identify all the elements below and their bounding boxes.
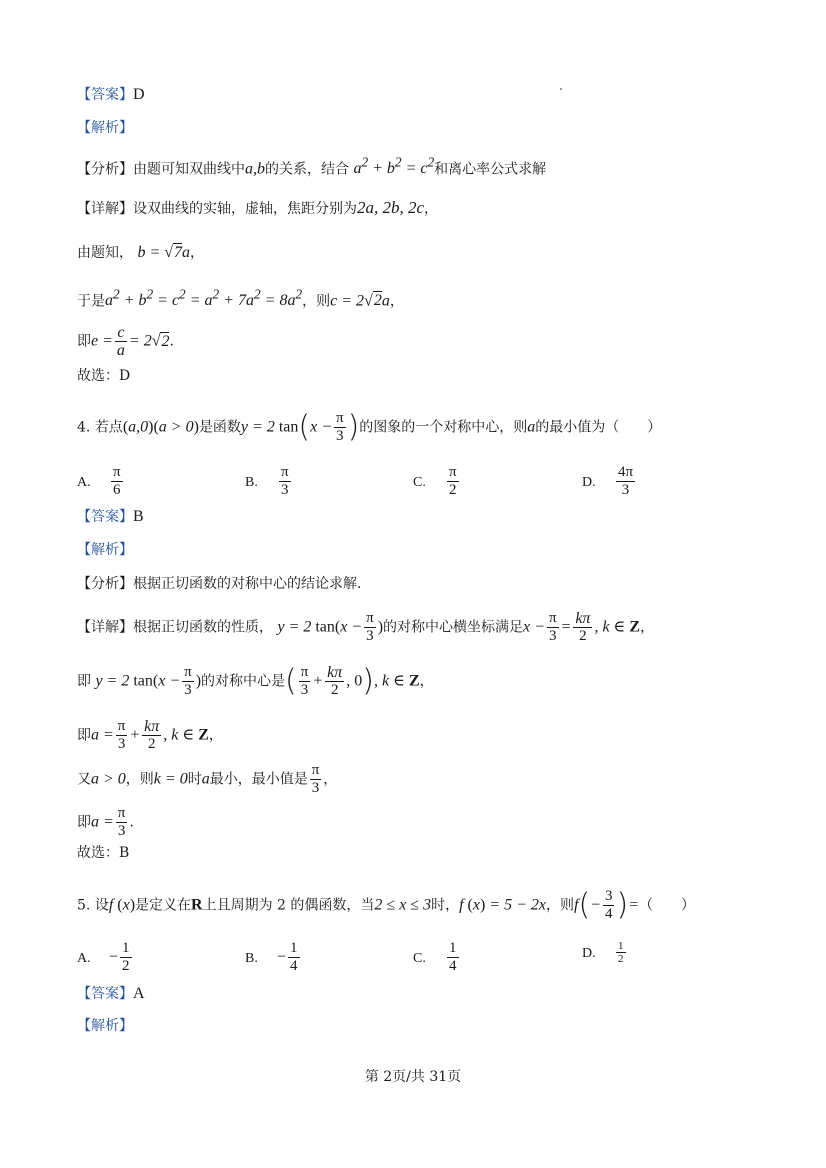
answer-label: 【答案】: [77, 509, 133, 525]
page-footer: 第 2页/共 31页: [364, 1069, 462, 1085]
q4-option-b[interactable]: [245, 464, 293, 499]
line4-prefix: 又: [77, 771, 91, 788]
q3-c-line: 于是$a^2 + b^2 = c^2 = a^2 + 7a^2 = 8a^2$，则c = 2√2a，: [77, 287, 404, 310]
answer-value: A: [133, 985, 145, 1002]
conclusion: 故选：D: [77, 368, 131, 384]
fenxi-text-1: 由题可知双曲线中: [133, 161, 245, 178]
analysis-label: 【解析】: [77, 120, 133, 136]
detail-text-1: 根据正切函数的性质，: [133, 619, 273, 636]
fenxi-label: 【分析】: [77, 576, 133, 592]
analysis-label: 【解析】: [77, 1018, 133, 1034]
option-label: A.: [77, 950, 91, 966]
q4-option-c[interactable]: [413, 464, 461, 499]
line4-mid3: 最小，最小值是: [209, 771, 308, 788]
stem-5: ，则: [546, 897, 574, 914]
q3-conclusion: [77, 366, 130, 386]
option-label: B.: [245, 474, 258, 490]
option-label: C.: [413, 950, 426, 966]
option-fraction: $\frac{4\pi}{3}$: [618, 464, 634, 498]
fenxi-text: 根据正切函数的对称中心的结论求解.: [133, 576, 362, 592]
line2-mid: 的对称中心是: [201, 673, 286, 690]
stem-4: 的最小值为（ ）: [535, 419, 662, 436]
conclusion: 故选：B: [77, 845, 130, 861]
scan-speck: [560, 88, 562, 90]
line2-prefix: 即: [77, 673, 91, 690]
answer-label: 【答案】: [77, 986, 133, 1002]
answer-value: D: [133, 86, 145, 103]
option-fraction: $\frac{1}{2}$: [122, 940, 130, 974]
q3-analysis-label: [77, 118, 133, 138]
option-label: D.: [582, 474, 596, 490]
q3-answer-line: [77, 85, 145, 105]
q4-analysis-label: [77, 540, 133, 560]
q5-answer-line: [77, 984, 145, 1004]
option-label: C.: [413, 474, 426, 490]
q4-stem: 4. 若点(a,0)(a > 0)是函数y = 2 tan(x − $\frac{\pi}{3}$ )的图象的一个对称中心，则a的最小值为（ ）: [77, 409, 662, 445]
q4-line4: 又a > 0，则k = 0时a最小，最小值是 $\frac{\pi}{3}$ ，: [77, 762, 338, 796]
q5-option-c[interactable]: [413, 940, 461, 975]
detail-end: ，: [424, 201, 439, 217]
detail-label: 【详解】: [77, 201, 133, 217]
detail-text-2: 的对称中心横坐标满足: [383, 619, 524, 636]
option-fraction: $\frac{1}{4}$: [449, 940, 457, 974]
stem-1: 设: [94, 897, 109, 914]
stem-R: R: [191, 896, 203, 914]
option-fraction: $\frac{1}{4}$: [290, 940, 298, 974]
fenxi-label: 【分析】: [77, 161, 133, 178]
q5-analysis-label: [77, 1016, 133, 1036]
option-fraction: $\frac{\pi}{2}$: [449, 464, 457, 498]
q5-option-a[interactable]: A. − $\frac{1}{2}$: [77, 940, 130, 974]
line5-prefix: 即: [77, 814, 91, 831]
q5-option-b[interactable]: B. − $\frac{1}{4}$: [245, 940, 298, 974]
option-label: B.: [245, 950, 258, 966]
formula-e: e =: [91, 332, 113, 350]
formula-c2: $a^2 + b^2 = c^2 = a^2 + 7a^2 = 8a^2$: [105, 287, 303, 310]
formula-pythag: $a^2 + b^2 = c^2$: [353, 155, 435, 178]
stem-3: 的图象的一个对称中心，则: [359, 419, 528, 436]
fenxi-ab: a,b: [245, 160, 265, 178]
option-label: D.: [582, 945, 596, 961]
q4-answer-line: [77, 507, 144, 527]
q3-fenxi-line: [77, 153, 546, 179]
question-number: 5.: [77, 897, 91, 914]
q5-stem: 5. 设f (x)是定义在R上且周期为 2 的偶函数，当2 ≤ x ≤ 3时，f (x) = 5 − 2x，则f(− $\frac{3}{4}$ )=（ ）: [77, 887, 695, 923]
q3-e-line: 即e = $\frac{c}{a}$ = 2√2.: [77, 324, 174, 359]
stem-a: a: [527, 418, 536, 436]
fraction-pi-3: $\frac{\pi}{3}$: [366, 610, 374, 644]
q4-line3: 即a = $\frac{\pi}{3}$ + $\frac{k\pi}{2}$ , k ∈ Z，: [77, 718, 223, 752]
q4-fenxi-line: [77, 574, 361, 594]
option-fraction: $\frac{\pi}{3}$: [281, 464, 289, 498]
option-fraction: $\frac{1}{2}$: [618, 940, 624, 965]
detail-math: 2a, 2b, 2c: [357, 198, 425, 217]
fenxi-text-2: 的关系，结合: [265, 161, 349, 178]
line-b-prefix: 由题知，: [77, 245, 133, 261]
q4-option-d[interactable]: [582, 464, 637, 499]
stem-4: 时，: [431, 897, 460, 914]
stem-2: 是定义在: [135, 897, 192, 914]
detail-label: 【详解】: [77, 619, 133, 636]
q4-conclusion: [77, 843, 129, 863]
point-a0: (a,0)(a > 0): [122, 418, 199, 436]
line-e-prefix: 即: [77, 333, 91, 350]
formula-c: c = 2√2a: [330, 292, 390, 310]
stem-3: 上且周期为 2 的偶函数，当: [202, 897, 375, 914]
q4-option-a[interactable]: [77, 464, 125, 499]
q3-detail-line: [77, 198, 438, 219]
stem-1: 若点: [94, 419, 123, 436]
fraction-pi-3: $\frac{\pi}{3}$: [336, 410, 344, 444]
q3-b-line: 由题知， b = √7a，: [77, 244, 205, 261]
fraction-c-over-a: $\frac{c}{a}$: [116, 324, 125, 359]
q4-detail-line: 【详解】根据正切函数的性质， y = 2 tan(x − $\frac{\pi}{3}$ )的对称中心横坐标满足x − $\frac{\pi}{3}$ = $\frac{k\pi}{2}$ , k ∈ Z，: [77, 610, 655, 644]
stem-2: 是函数: [198, 419, 241, 436]
answer-value: B: [133, 508, 144, 525]
option-label: A.: [77, 474, 91, 490]
q5-option-d[interactable]: [582, 940, 628, 965]
line-c-prefix: 于是: [77, 293, 105, 310]
answer-label: 【答案】: [77, 87, 133, 103]
q4-line2: 即 y = 2 tan(x − $\frac{\pi}{3}$ )的对称中心是( $\frac{\pi}{3}$ + $\frac{k\pi}{2}$ , 0), k ∈ Z，: [77, 663, 434, 699]
q4-line5: 即a = $\frac{\pi}{3}$ .: [77, 805, 134, 839]
detail-text: 设双曲线的实轴，虚轴，焦距分别为: [133, 201, 357, 217]
analysis-label: 【解析】: [77, 542, 133, 558]
line4-mid2: 时: [187, 771, 202, 788]
fenxi-text-3: 和离心率公式求解: [434, 161, 547, 178]
line4-mid: ，则: [125, 771, 154, 788]
line3-prefix: 即: [77, 727, 91, 744]
stem-6: （ ）: [638, 897, 695, 914]
question-number: 4.: [77, 419, 91, 436]
formula-b: b = √7a: [137, 244, 191, 261]
option-fraction: $\frac{\pi}{6}$: [113, 464, 121, 498]
line-c-mid: ，则: [302, 293, 331, 310]
function-tan: y = 2 tan: [240, 418, 299, 436]
